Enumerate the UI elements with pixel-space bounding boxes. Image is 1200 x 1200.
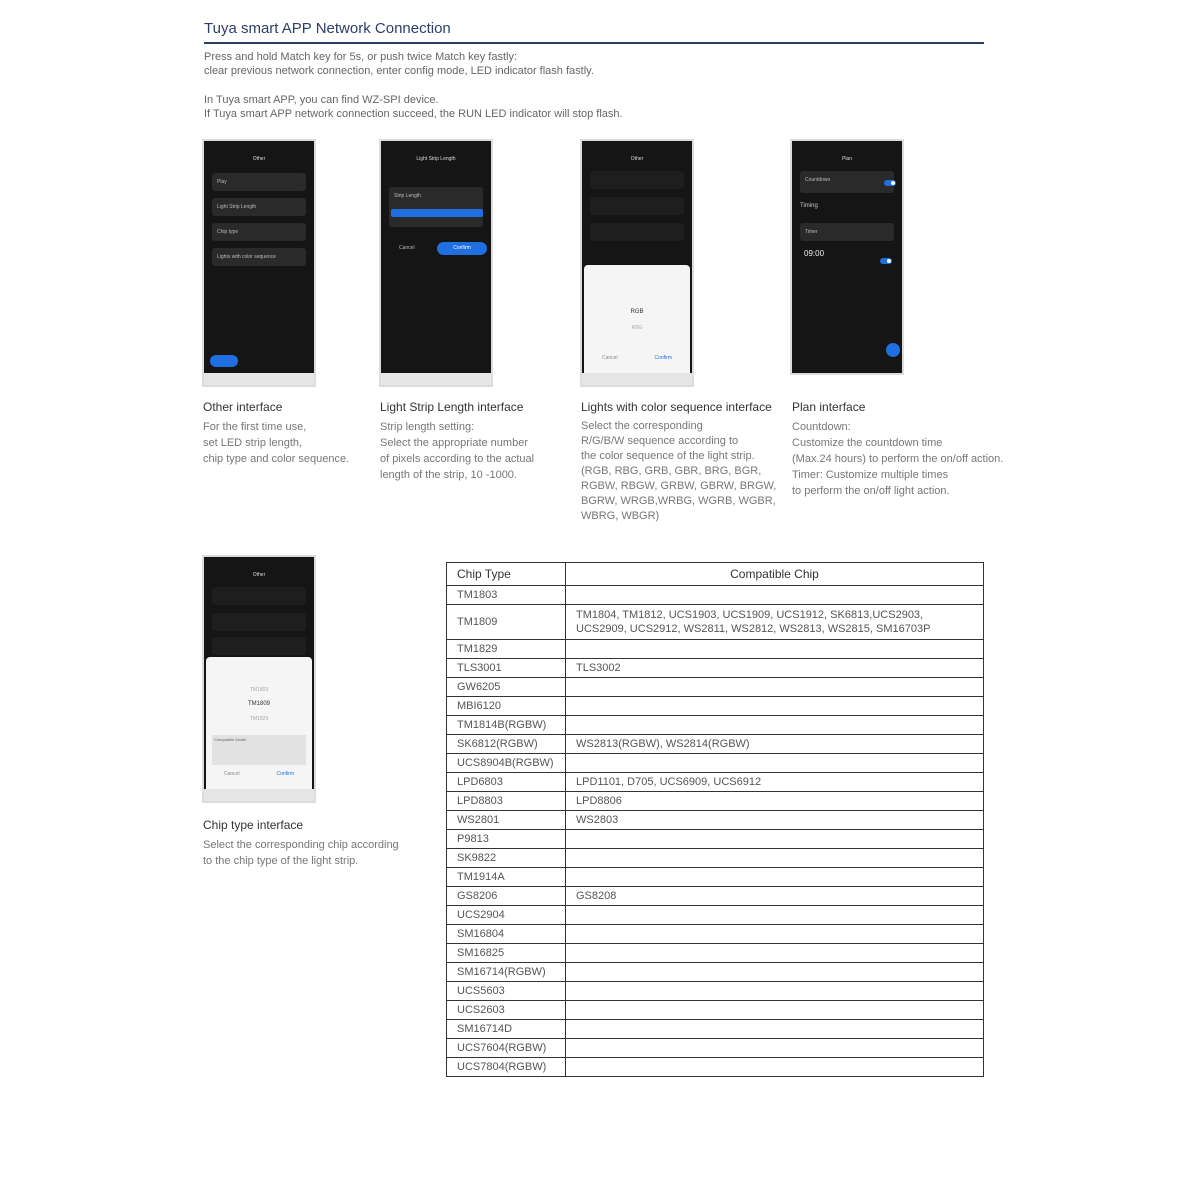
phone-header: Plan [841, 156, 852, 162]
table-row [447, 849, 984, 868]
chip-type-cell: WS2801 [447, 811, 566, 830]
chip-type-cell: SK6812(RGBW) [447, 735, 566, 754]
chip-type-cell: GS8206 [447, 887, 566, 906]
timer-time: 09:00 [804, 249, 825, 258]
compatible-model-box [212, 735, 306, 765]
sequence-picker-sheet [584, 265, 690, 373]
compatible-chip-cell [566, 586, 984, 605]
phone-header: Other [252, 156, 266, 162]
option-tm1803: TM1803 [249, 687, 269, 693]
chip-type-cell: UCS2904 [447, 906, 566, 925]
table-row [447, 1001, 984, 1020]
table-row [447, 1020, 984, 1039]
caption-other [203, 400, 373, 467]
chip-picker-sheet [206, 657, 312, 789]
compatible-chip-cell [566, 640, 984, 659]
table-row [447, 716, 984, 735]
intro-line-3: In Tuya smart APP, you can find WZ-SPI device. [204, 94, 439, 106]
phone-header: Light Strip Length [416, 156, 456, 162]
chip-type-cell: TLS3001 [447, 659, 566, 678]
table-row [447, 1058, 984, 1077]
table-row [447, 659, 984, 678]
row-chip-type: Chip type [212, 223, 306, 241]
table-row [447, 792, 984, 811]
phone-nav-bar [582, 373, 692, 385]
timing-label: Timing [800, 203, 818, 209]
compatible-chip-cell [566, 754, 984, 773]
table-row [447, 735, 984, 754]
chip-type-cell: MBI6120 [447, 697, 566, 716]
table-row [447, 678, 984, 697]
table-header-row [447, 563, 984, 586]
compatible-chip-cell: WS2813(RGBW), WS2814(RGBW) [566, 735, 984, 754]
header-chip-type: Chip Type [447, 563, 566, 586]
caption-title: Lights with color sequence interface [581, 400, 772, 414]
chip-type-cell: SM16804 [447, 925, 566, 944]
countdown-toggle [884, 180, 896, 186]
table-row [447, 906, 984, 925]
chip-type-cell: UCS7804(RGBW) [447, 1058, 566, 1077]
page-title: Tuya smart APP Network Connection [204, 20, 451, 37]
chip-type-cell: P9813 [447, 830, 566, 849]
compatible-chip-cell: LPD1101, D705, UCS6909, UCS6912 [566, 773, 984, 792]
dim-row [212, 587, 306, 605]
caption-title: Other interface [203, 400, 283, 414]
chip-type-cell: SM16825 [447, 944, 566, 963]
table-row [447, 605, 984, 640]
table-row [447, 586, 984, 605]
compatible-chip-cell [566, 944, 984, 963]
phone-plan-interface [790, 139, 904, 375]
caption-chip-type [203, 818, 433, 869]
chip-type-cell: UCS8904B(RGBW) [447, 754, 566, 773]
dim-row [590, 197, 684, 215]
cancel-button: Cancel [602, 355, 618, 361]
dim-row [212, 613, 306, 631]
option-rgb: RGB [630, 309, 644, 315]
chip-type-cell: LPD8803 [447, 792, 566, 811]
chip-type-cell: TM1829 [447, 640, 566, 659]
phone-nav-bar [204, 373, 314, 385]
confirm-button: Confirm [276, 771, 294, 777]
table-row [447, 925, 984, 944]
caption-body: Strip length setting: Select the appropriate number of pixels according to the actual length of the strip, 10 -1000. [380, 421, 535, 481]
option-tm1829: TM1829 [249, 716, 269, 722]
chip-type-cell: SM16714D [447, 1020, 566, 1039]
compatible-chip-cell [566, 678, 984, 697]
caption-plan [792, 400, 1022, 499]
phone-strip-length-interface [379, 139, 493, 387]
compatible-chip-cell [566, 830, 984, 849]
confirm-button: Confirm [654, 355, 672, 361]
table-row [447, 697, 984, 716]
caption-body: Select the corresponding R/G/B/W sequence according to the color sequence of the light strip. (RGB, RBG, GRB, GBR, BRG, BGR, RGBW, RBGW, GRBW, GBRW, BRGW, BGRW, WRGB,WRBG, WGRB, WGBR, WBRG, WBGR) [581, 420, 777, 522]
chip-type-cell: SM16714(RGBW) [447, 963, 566, 982]
chip-type-cell: LPD6803 [447, 773, 566, 792]
timer-row [800, 223, 894, 241]
compatible-chip-cell [566, 1058, 984, 1077]
chip-type-cell: UCS7604(RGBW) [447, 1039, 566, 1058]
strip-length-panel [389, 187, 483, 227]
caption-title: Chip type interface [203, 818, 304, 832]
header-compatible-chip: Compatible Chip [566, 563, 984, 586]
dim-row [590, 223, 684, 241]
row-strip-length: Light Strip Length [212, 198, 306, 216]
table-row [447, 773, 984, 792]
caption-title: Plan interface [792, 400, 866, 414]
table-row [447, 1039, 984, 1058]
title-divider [204, 42, 984, 44]
compatible-chip-cell: WS2803 [566, 811, 984, 830]
caption-body: Countdown: Customize the countdown time (Max.24 hours) to perform the on/off action. Timer: Customize multiple times to perform the on/off light action. [792, 421, 1004, 497]
compatible-chip-cell: TM1804, TM1812, UCS1903, UCS1909, UCS1912, SK6813,UCS2903, UCS2909, UCS2912, WS2811, WS2812, WS2813, WS2815, SM16703P [566, 605, 984, 640]
length-slider [391, 209, 483, 217]
intro-line-2: clear previous network connection, enter config mode, LED indicator flash fastly. [204, 65, 594, 77]
row-color-sequence: Lights with color sequence [212, 248, 306, 266]
dim-row [212, 637, 306, 655]
table-row [447, 982, 984, 1001]
option-rbg: RBG [631, 325, 643, 331]
compatible-chip-cell [566, 716, 984, 735]
chip-type-cell: SK9822 [447, 849, 566, 868]
compatible-chip-cell [566, 849, 984, 868]
table-row [447, 944, 984, 963]
phone-nav-bar [204, 789, 314, 801]
table-row [447, 887, 984, 906]
caption-strip-length [380, 400, 570, 483]
cancel-button: Cancel [399, 245, 415, 251]
caption-color-sequence [581, 400, 786, 524]
countdown-row [800, 171, 894, 193]
compatible-chip-cell [566, 982, 984, 1001]
strip-length-label: Strip Length [394, 193, 421, 199]
dim-row [590, 171, 684, 189]
chip-type-cell: UCS5603 [447, 982, 566, 1001]
phone-other-interface [202, 139, 316, 387]
compatible-chip-cell [566, 1039, 984, 1058]
table-row [447, 963, 984, 982]
option-tm1809: TM1809 [247, 701, 270, 707]
chip-type-cell: GW6205 [447, 678, 566, 697]
caption-body: For the first time use, set LED strip length, chip type and color sequence. [203, 421, 350, 465]
timer-toggle [880, 258, 892, 264]
compatible-chip-cell [566, 906, 984, 925]
chip-type-cell: UCS2603 [447, 1001, 566, 1020]
countdown-label: Countdown [805, 177, 831, 183]
table-row [447, 640, 984, 659]
compatible-chip-cell [566, 868, 984, 887]
chip-type-cell: TM1809 [447, 605, 566, 640]
caption-body: Select the corresponding chip according to the chip type of the light strip. [203, 839, 399, 867]
table-row [447, 830, 984, 849]
compatible-chip-cell [566, 1001, 984, 1020]
confirm-button: Confirm [437, 242, 487, 255]
compatible-model-label: Compatible Model [214, 737, 247, 742]
caption-title: Light Strip Length interface [380, 400, 524, 414]
intro-line-1: Press and hold Match key for 5s, or push twice Match key fastly: [204, 51, 518, 63]
chip-compatibility-table [446, 562, 984, 1077]
cancel-button: Cancel [224, 771, 240, 777]
row-play: Play [212, 173, 306, 191]
chip-type-cell: TM1814B(RGBW) [447, 716, 566, 735]
compatible-chip-cell [566, 1020, 984, 1039]
table-row [447, 811, 984, 830]
phone-chip-type-interface [202, 555, 316, 803]
timer-label: Timer [805, 229, 818, 235]
phone-nav-bar [381, 373, 491, 385]
chip-type-cell: TM1803 [447, 586, 566, 605]
nav-home-button [210, 355, 238, 367]
compatible-chip-cell: GS8208 [566, 887, 984, 906]
compatible-chip-cell [566, 697, 984, 716]
table-row [447, 754, 984, 773]
add-icon [886, 343, 900, 357]
compatible-chip-cell: LPD8806 [566, 792, 984, 811]
intro-line-4: If Tuya smart APP network connection succeed, the RUN LED indicator will stop flash. [204, 108, 623, 120]
chip-type-cell: TM1914A [447, 868, 566, 887]
table-row [447, 868, 984, 887]
compatible-chip-cell [566, 963, 984, 982]
compatible-chip-cell [566, 925, 984, 944]
phone-header: Other [252, 572, 266, 578]
phone-color-sequence-interface [580, 139, 694, 387]
compatible-chip-cell: TLS3002 [566, 659, 984, 678]
phone-header: Other [630, 156, 644, 162]
